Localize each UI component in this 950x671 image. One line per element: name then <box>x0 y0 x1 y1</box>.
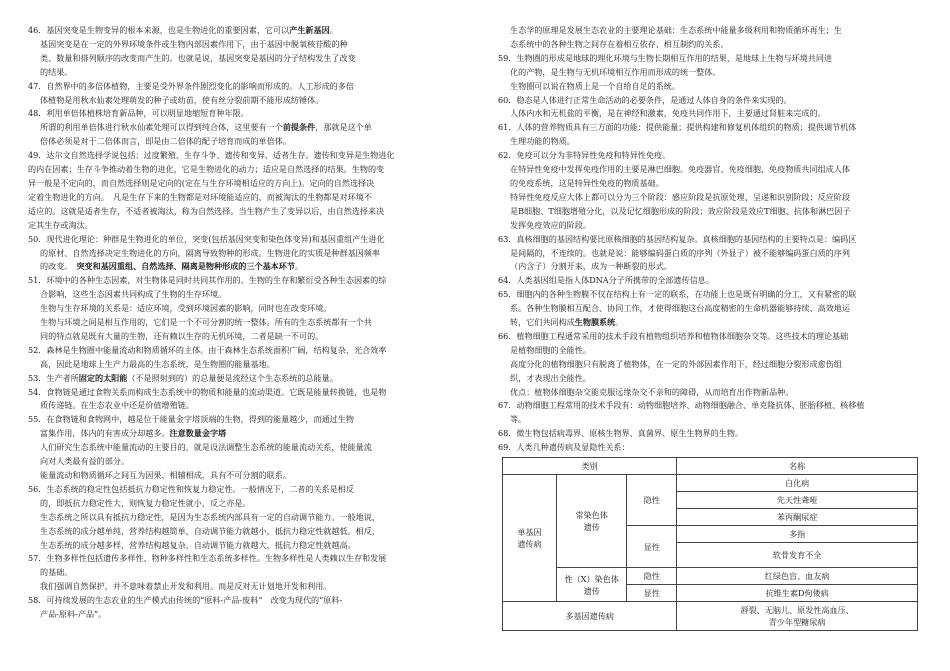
text-line <box>498 52 928 66</box>
text-run: 69．人类几种遗传病及显隐性关系： <box>498 442 630 453</box>
text-run: 能量流动和物质循环之间互为因果、相辅相成，具有不可分割的联系。 <box>40 470 291 480</box>
text-run: 的结果。 <box>40 66 73 77</box>
text-run: 富集作用，体内的有害成分却越多。 <box>40 428 170 439</box>
text-run: 58．可持续发展的生态农业的生产模式由传统的“原料-产品-废料” 改变为现代的“原料- <box>28 595 343 606</box>
text-run: 生物圈可以说在物质上是一个自给自足的系统。 <box>510 80 680 91</box>
text-line <box>28 107 470 121</box>
text-run: 优点：植物体细胞杂交能克服远缘杂交不亲和的障碍，从而培育出作物新品种。 <box>510 386 794 397</box>
text-run: 合影响，这些生态因素共同构成了生物的生存环境。 <box>40 289 227 300</box>
text-run: 52．森林是生物圈中能量流动和物质循环的主体。由于森林生态系统面积广阔，结构复杂，光合效率 <box>28 344 387 355</box>
text-run: 的，即抵抗力稳定性大，则恢复力稳定性就小，反之亦是。 <box>40 497 251 508</box>
text-line <box>28 552 470 566</box>
text-line <box>498 191 928 205</box>
text-line <box>28 233 470 247</box>
disease-name-cell: 抗维生素D佝偻病 <box>677 585 918 602</box>
autosomal-dominant-cell: 显性 <box>627 526 677 568</box>
text-line <box>498 372 928 386</box>
text-run: 高，因此是地球上生产力最高的生态系统，是生物圈的能量基地。 <box>40 358 275 369</box>
text-run: 48．利用单倍体植株培育新品种，可以明显地缩短育种年限。 <box>28 108 249 119</box>
text-line <box>498 358 928 372</box>
text-run: 定着生物进化的方向。 凡是生存下来的生物都是对环境能适应的，而被淘汰的生物都是对环境不 <box>28 191 372 202</box>
text-run: 产品-原料-产品”。 <box>40 609 107 620</box>
text-run: 高度分化的植物细胞只有脱离了植物体，在一定的外部因素作用下，经过细胞分裂形成愈伤组 <box>510 358 842 369</box>
text-line <box>28 497 470 511</box>
text-line <box>28 525 470 539</box>
text-run: 的免疫系统，这是特异性免疫的物质基础。 <box>510 177 664 188</box>
text-run: 63．真核细胞的基因结构要比原核细胞的基因结构复杂。真核细胞的基因结构的主要特点是：编码区 <box>498 233 857 244</box>
text-run: 系。各种生物膜相互配合、协同工作，才使得细胞这台高度精密的生命机器能够持续、高效地运 <box>510 303 850 314</box>
text-run: 的原材、自然选择决定生物进化的方向，隔离导致物种的形成。生物进化的实质是种群基因频率 <box>40 247 380 258</box>
text-run: 人体内水和无机盐的平衡，是在神经和激素，免疫共同作用下，主要通过肾脏来完成的。 <box>510 108 826 119</box>
text-line <box>498 149 928 163</box>
text-line <box>28 566 470 580</box>
right-column <box>498 24 928 631</box>
text-line <box>28 149 470 163</box>
text-line <box>28 24 470 38</box>
polygenic-cell: 多基因遗传病 <box>503 602 677 631</box>
text-run: 异一般是不定向的，而自然选择则是定向的(定在与生存环境相适应的方向上)。定向的自然选择决 <box>28 177 375 188</box>
text-line <box>28 330 470 344</box>
text-line <box>498 288 928 302</box>
text-line <box>498 24 928 38</box>
text-run: 生物与生存环境的关系是：适应环境，受到环境因素的影响，同时也在改变环境。 <box>40 303 332 314</box>
disease-name-cell: 唇裂、无脑儿、原发性高血压、 青少年型糖尿病 <box>677 602 918 631</box>
text-run: 47．自然界中的多倍体植物，主要是受外界条件剧烈变化的影响而形成的。人工形成的多倍 <box>28 80 354 91</box>
text-run: 的内在因素；生存斗争推动着生物的进化，它是生物进化的动力；适应是自然选择的结果。生物的变 <box>28 164 385 175</box>
text-run: ，那就是这个单 <box>315 122 372 133</box>
text-run: 68．微生物包括病毒界、原核生物界、真菌界、原生生物界的生物。 <box>498 428 744 439</box>
text-run: 生态系统之所以具有抵抗力稳定性，是因为生态系统内部具有一定的自动调节能力。一般地说， <box>40 511 380 522</box>
emphasis-text: 产生新基因 <box>289 25 330 35</box>
text-run: 生物与环境之间是相互作用的，它们是一个不可分割的统一整体。所有的生态系统都有一个共 <box>40 317 372 328</box>
text-run: 46．基因突变是生物变异的根本来源，也是生物进化的重要因素，它可以 <box>28 25 290 35</box>
text-line <box>498 274 928 288</box>
text-run: 我们强调自然保护，并不意味着禁止开发和利用。而是反对无计划地开发和利用。 <box>40 581 332 592</box>
text-line <box>498 233 928 247</box>
text-line <box>498 163 928 177</box>
text-line <box>28 594 470 608</box>
text-line <box>28 399 470 413</box>
text-run: 质传递链。在生态农业中还是价值增殖链。 <box>40 400 194 411</box>
text-run: 64．人类基因组是指人体DNA分子所携带的全部遗传信息。 <box>498 275 714 286</box>
text-line <box>28 469 470 483</box>
text-run: 类、数量和排列顺序的改变而产生的。也就是说，基因突变是基因的分子结构发生了改变 <box>40 52 356 63</box>
text-run: 50．现代进化理论：种群是生物进化的单位，突变(包括基因突变和染色体变异)和基因重组产生进化 <box>28 233 385 244</box>
text-run: 的基础。 <box>40 567 73 578</box>
text-line <box>28 247 470 261</box>
disease-name-cell: 先天性聋哑 <box>677 492 918 509</box>
text-line <box>28 163 470 177</box>
text-run: 60．稳态是人体进行正常生命活动的必要条件，是通过人体自身的条件来实现的。 <box>498 94 792 105</box>
text-run: 生态系统的成分越多样，营养结构越复杂，自动调节能力就越大，抵抗力稳定性就越高。 <box>40 539 356 550</box>
text-run: 等。 <box>510 414 527 425</box>
text-line <box>498 177 928 191</box>
text-line <box>28 177 470 191</box>
text-run: 倍体必须是对于二倍体而言，即是由二倍体的配子培育而成的单倍体。 <box>40 136 291 147</box>
text-line <box>28 539 470 553</box>
text-line <box>28 483 470 497</box>
text-line <box>498 330 928 344</box>
text-line <box>28 219 470 233</box>
text-run: 67．动物细胞工程常用的技术手段有：动物细胞培养、动物细胞融合、单克隆抗体、胚胎移植、核移植 <box>498 400 865 411</box>
text-line <box>28 52 470 66</box>
text-run: 生态系统的成分越单纯，营养结构越简单，自动调节能力就越小，抵抗力稳定性就越低。相反， <box>40 525 380 536</box>
text-line <box>498 247 928 261</box>
text-line <box>28 511 470 525</box>
disease-name-cell: 红绿色盲、血友病 <box>677 568 918 585</box>
left-column <box>28 24 470 622</box>
text-line <box>28 260 470 274</box>
emphasis-text: 突变和基因重组、自然选择、隔离是物种形成的三个基本环节 <box>76 261 295 272</box>
text-line <box>498 219 928 233</box>
text-run: 定其生存或淘汰。 <box>28 219 93 230</box>
genetic-disease-table <box>502 457 918 631</box>
text-line <box>28 191 470 205</box>
text-line <box>28 288 470 302</box>
single-gene-cell: 单基因 遗传病 <box>503 475 557 602</box>
text-run: （不是照射到的）的总量便是流经这个生态系统的总能量。 <box>127 372 338 383</box>
text-line <box>498 260 928 274</box>
text-line <box>498 66 928 80</box>
text-run: 体植物是用秋水仙素处理萌发的种子或幼苗，使有丝分裂前期不能形成纺锤体。 <box>40 94 324 105</box>
text-line <box>498 399 928 413</box>
autosomal-cell: 常染色体 遗传 <box>556 475 627 568</box>
text-run: 56．生态系统的稳定性包括抵抗力稳定性和恢复力稳定性。一般情况下，二者的关系是相反 <box>28 483 354 494</box>
text-line <box>498 94 928 108</box>
text-line <box>28 66 470 80</box>
text-line <box>28 344 470 358</box>
x-dominant-cell: 显性 <box>627 585 677 602</box>
text-run: 人们研究生态系统中能量流动的主要目的，就是设法调整生态系统的能量流动关系，使能量流 <box>40 442 372 453</box>
text-line <box>28 302 470 316</box>
disease-name-cell: 苯丙酮尿症 <box>677 509 918 526</box>
text-run: 所谓的利用单倍体进行秋水仙素处理可以得到纯合体，这里要有一个 <box>40 122 283 133</box>
text-run: 态系统中的各种生物之间存在着相互依存、相互制约的关系。 <box>510 38 729 49</box>
text-run: 59．生物圈的形成是地球的理化环境与生物长期相互作用的结果，是地球上生物与环境共同进 <box>498 52 833 63</box>
emphasis-text: 前提条件 <box>282 122 316 133</box>
text-line <box>28 580 470 594</box>
text-run: 55．在食物链和食物网中，越是位于能量金字塔顶端的生物，得到的能量越少，而通过生物 <box>28 414 354 425</box>
text-line <box>28 441 470 455</box>
text-line <box>498 344 928 358</box>
header-name: 名称 <box>677 458 918 475</box>
text-run: 。 <box>294 261 304 272</box>
text-line <box>498 441 928 455</box>
text-line <box>28 205 470 219</box>
text-run: 65．细胞内的各种生物膜不仅在结构上有一定的联系，在功能上也是既有明确的分工，又有紧密的联 <box>498 289 857 300</box>
text-run: 。 <box>615 317 624 328</box>
text-run: 53．生产者所 <box>28 372 79 383</box>
emphasis-text: 生物膜系统 <box>574 317 616 328</box>
autosomal-recessive-cell: 隐性 <box>627 475 677 526</box>
text-run: 在特异性免疫中发挥免疫作用的主要是淋巴细胞。免疫器官、免疫细胞、免疫物质共同组成人体 <box>510 164 850 175</box>
text-run: 生理功能的物质。 <box>510 136 575 147</box>
text-line <box>28 386 470 400</box>
text-line <box>498 121 928 135</box>
disease-name-cell: 多指 <box>677 526 918 543</box>
text-run: 66．植物细胞工程通常采用的技术手段有植物组织培养和植物体细胞杂交等。这些技术的理论基础 <box>498 330 849 341</box>
text-run: 61．人体的营养物质具有三方面的功能：提供能量；提供构建和修复机体组织的物质；提供调节机体 <box>498 122 857 133</box>
text-run: 是间隔的，不连续的。也就是说：能够编码蛋白质的序列（外显子）被不能够编码蛋白质的序列 <box>510 247 850 258</box>
text-run: 适应的。这就是适者生存，不适者被淘汰，称为自然选择。当生物产生了变异以后，由自然选择来决 <box>28 205 385 216</box>
text-line <box>498 386 928 400</box>
text-line <box>498 38 928 52</box>
text-line <box>498 413 928 427</box>
text-line <box>28 316 470 330</box>
text-run: 特异性免疫反应大体上都可以分为三个阶段：感应阶段是抗原处理、呈递和识别阶段；反应阶段 <box>510 191 850 202</box>
text-line <box>28 358 470 372</box>
text-run: 62．免疫可以分为非特异性免疫和特异性免疫。 <box>498 150 671 161</box>
text-line <box>28 274 470 288</box>
text-line <box>28 121 470 135</box>
text-run: 是B细胞、T细胞增殖分化，以及记忆细胞形成的阶段；效应阶段是效应T细胞、抗体和淋巴因子 <box>510 205 851 216</box>
text-run: 发挥免疫效应的阶段。 <box>510 219 591 230</box>
text-line <box>28 38 470 52</box>
text-line <box>28 94 470 108</box>
header-category: 类别 <box>503 458 677 475</box>
text-run: 54．食物链是通过食物关系而构成生态系统中的物质和能量的流动渠道。它既是能量转换链，也是物 <box>28 386 387 397</box>
x-linked-cell: 性（X）染色体 遗传 <box>556 568 627 602</box>
text-run: 生态学的原理是发展生态农业的主要理论基础：生态系统中能量多级利用和物质循环再生；生 <box>510 25 842 35</box>
text-run: 51．环境中的各种生态因素，对生物体是同时共同其作用的。生物的生存和繁衍受各种生态因素的综 <box>28 275 387 286</box>
text-run: 是植物细胞的全能性。 <box>510 344 591 355</box>
text-run: 同的特点就是既有大量的生物，还有赖以生存的无机环境，二者是缺一不可的。 <box>40 330 324 341</box>
text-line <box>28 455 470 469</box>
text-line <box>28 372 470 386</box>
text-line <box>498 302 928 316</box>
text-run: 转，它们共同构成 <box>510 317 575 328</box>
text-run: 49．达尔文自然选择学说包括：过度繁殖、生存斗争、遗传和变异、适者生存。遗传和变异是生物进化 <box>28 150 395 161</box>
text-run: 的改变。 <box>40 261 77 272</box>
disease-name-cell: 白化病 <box>677 475 918 492</box>
emphasis-text: 注意数量金字塔 <box>169 428 227 439</box>
disease-name-cell: 软骨发育不全 <box>677 543 918 568</box>
text-line <box>498 135 928 149</box>
text-run: 57．生物多样性包括遗传多样性、物种多样性和生态系统多样性。生物多样性是人类赖以生存和发展 <box>28 553 387 564</box>
text-run: 。 <box>329 25 338 35</box>
text-run: 向对人类最有益的部分。 <box>40 456 130 467</box>
text-line <box>28 135 470 149</box>
x-recessive-cell: 隐性 <box>627 568 677 585</box>
text-line <box>498 427 928 441</box>
text-run: 织，才表现出全能性。 <box>510 372 591 383</box>
text-line <box>28 80 470 94</box>
emphasis-text: 固定的太阳能 <box>78 372 128 383</box>
text-line <box>28 608 470 622</box>
text-line <box>498 205 928 219</box>
text-run: （内含子）分割开来，成为一种断裂的形式。 <box>510 261 672 272</box>
text-run: 化的产物，是生物与无机环境相互作用而形成的统一整体。 <box>510 66 721 77</box>
text-line <box>28 413 470 427</box>
text-line <box>28 427 470 441</box>
text-line <box>498 316 928 330</box>
text-line <box>498 107 928 121</box>
text-line <box>498 80 928 94</box>
text-run: 基因突变是在一定的外界环境条件或生物内部因素作用下，由于基因中脱氧核苷酸的种 <box>40 38 348 49</box>
